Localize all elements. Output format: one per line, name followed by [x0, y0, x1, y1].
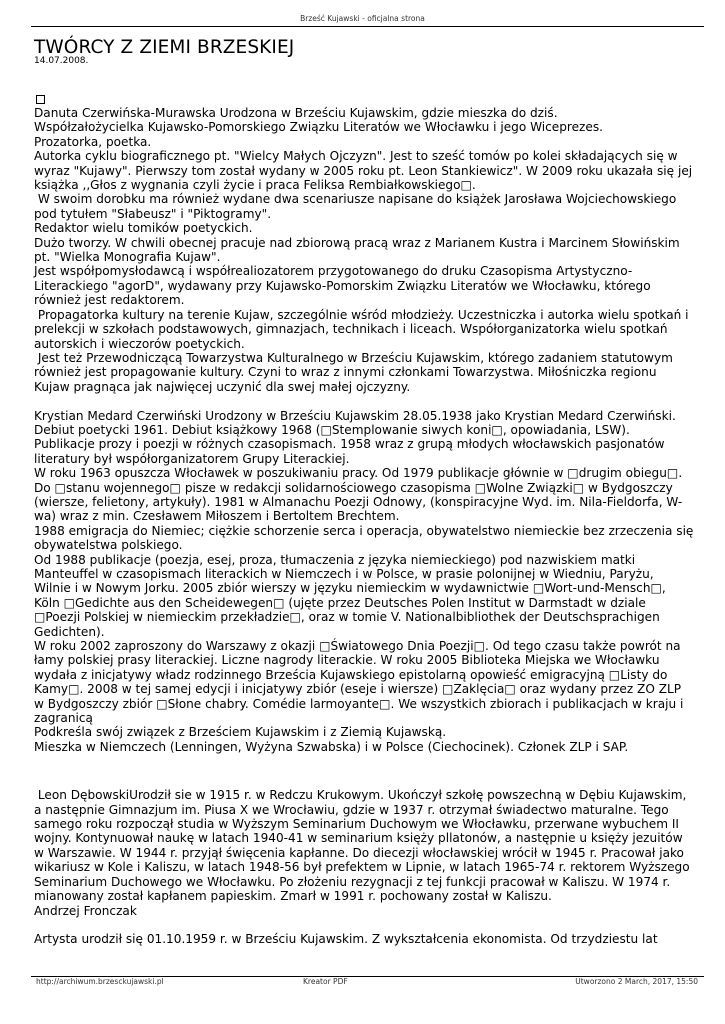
footer-url: http://archiwum.brzesckujawski.pl: [36, 977, 164, 986]
footer-generator: Kreator PDF: [303, 977, 348, 986]
article-title: TWÓRCY Z ZIEMI BRZESKIEJ: [34, 37, 295, 58]
paragraph-spacer: [34, 918, 694, 932]
site-header-title: Brześć Kujawski - oficjalna strona: [300, 14, 425, 23]
paragraph-leon-debowski: Leon DębowskiUrodził sie w 1915 r. w Redczu Krukowym. Ukończył szkołę powszechną w Dębiu Kujawskim, a następnie Gimnazjum im. Piusa X we Wrocławiu, gdzie w 1937 r. otrzymał świadectwo maturalne. Tego samego roku rozpoczął studia w Wyższym Seminarium Duchowym we Włocławku, przerwane wybuchem II wojny. Kontynuował naukę w latach 1940-41 w seminarium księży pllatonów, a następnie u księży jezuitów w Warszawie. W 1944 r. przyjął święcenia kapłanne. Do diecezji włocławskiej wrócił w 1945 r. Pracował jako wikariusz w Kole i Kaliszu, w latach 1948-56 był prefektem w Lipnie, w latach 1965-74 r. rektorem Wyższego Seminarium Duchowego we Włocławku. Po złożeniu rezygnacji z tej funkcji pracował w Kaliszu. W 1974 r. mianowany został kapłanem papieskim. Zmarł w 1991 r. pochowany został w Kaliszu. Andrzej Fronczak: [34, 788, 690, 918]
footer-created-date: Utworzono 2 March, 2017, 15:50: [575, 977, 698, 986]
paragraph-spacer: [34, 394, 694, 408]
paragraph-spacer: [34, 754, 694, 788]
paragraph-artysta: Artysta urodził się 01.10.1959 r. w Brześciu Kujawskim. Z wykształcenia ekonomista. Od trzydziestu lat: [34, 932, 658, 947]
paragraph-krystian-czerwinski: Krystian Medard Czerwiński Urodzony w Brześciu Kujawskim 28.05.1938 jako Krystian Medard Czerwiński. Debiut poetycki 1961. Debiut książkowy 1968 (□Stemplowanie siwych koni□, opowiadania, LSW). Publikacje prozy i poezji w różnych czasopismach. 1958 wraz z grupą młodych włocławskich pasjonatów literatury był współorganizatorem Grupy Literackiej. W roku 1963 opuszcza Włocławek w poszukiwaniu pracy. Od 1979 publikacje głównie w □drugim obiegu□. Do □stanu wojennego□ pisze w redakcji solidarnościowego czasopisma □Wolne Związki□ w Bydgoszczy (wiersze, felietony, artykuły). 1981 w Almanachu Poezji Odnowy, (konspiracyjne Wyd. im. Nila-Fieldorfa, W-wa) wraz z min. Czesławem Miłoszem i Bertoltem Brechtem. 1988 emigracja do Niemiec; ciężkie schorzenie serca i operacja, obywatelstwo niemieckie bez zrzeczenia się obywatelstwa polskiego. Od 1988 publikacje (poezja, esej, proza, tłumaczenia z języka niemieckiego) pod nazwiskiem matki Manteuffel w czasopismach literackich w Niemczech i w Polsce, w prasie polonijnej w Wiedniu, Paryżu, Wilnie i w Nowym Jorku. 2005 zbiór wierszy w języku niemieckim w wydawnictwie □Wort-und-Mensch□, Köln □Gedichte aus den Scheidewegen□ (ujęte przez Deutsches Polen Institut w Darmstadt w dziale □Poezji Polskiej w niemieckim przekładzie□, oraz w tomie V. Nationalbibliothek der Deutschsprachigen Gedichten). W roku 2002 zaproszony do Warszawy z okazji □Światowego Dnia Poezji□. Od tego czasu także powrót na łamy polskiej prasy literackiej. Liczne nagrody literackie. W roku 2005 Biblioteka Miejska we Włocławku wydała z inicjatywy władz rodzinnego Brześcia Kujawskiego epistolarną opowieść emigracyjną □Listy do Kamy□. 2008 w tej samej edycji i inicjatywy zbiór (eseje i wiersze) □Zaklęcia□ oraz wydany przez ZO ZLP w Bydgoszczy zbiór □Słone chabry. Comédie larmoyante□. We wszystkich zbiorach i publikacjach w kraju i zagranicą Podkreśla swój związek z Brześciem Kujawskim i z Ziemią Kujawską. Mieszka w Niemczech (Lenningen, Wyżyna Szwabska) i w Polsce (Ciechocinek). Członek ZLP i SAP.: [34, 408, 694, 754]
header-divider: [31, 26, 704, 27]
paragraph-danuta-czerwinska-murawska: Danuta Czerwińska-Murawska Urodzona w Brześciu Kujawskim, gdzie mieszka do dziś. Współzałożycielka Kujawsko-Pomorskiego Związku Literatów we Włocławku i jego Wiceprezes. Prozatorka, poetka. Autorka cyklu biograficznego pt. "Wielcy Małych Ojczyzn". Jest to sześć tomów po kolei składających się w wyraz "Kujawy". Pierwszy tom został wydany w 2005 roku pt. Leon Stankiewicz". W 2009 roku ukazała się jej książka ,,Głos z wygnania czyli życie i praca Feliksa Rembiałkowskiego□. W swoim dorobku ma również wydane dwa scenariusze napisane do książek Jarosława Wojciechowskiego pod tytułem "Słabeusz" i "Piktogramy". Redaktor wielu tomików poetyckich. Dużo tworzy. W chwili obecnej pracuje nad zbiorową pracą wraz z Marianem Kustra i Marcinem Słowińskim pt. "Wielka Monografia Kujaw". Jest współpomysłodawcą i współrealiozatorem przygotowanego do druku Czasopisma Artystyczno-Literackiego "agorD", wydawany przy Kujawsko-Pomorskim Związku Literatów we Włocławku, którego również jest redaktorem. Propagatorka kultury na terenie Kujaw, szczególnie wśród młodzieży. Uczestniczka i autorka wielu spotkań i prelekcji w szkołach podstawowych, gimnazjach, technikach i liceach. Współorganizatorka wielu spotkań autorskich i wieczorów poetyckich. Jest też Przewodniczącą Towarzystwa Kulturalnego w Brześciu Kujawskim, którego zadaniem statutowym również jest propagowanie kultury. Czyni to wraz z innymi członkami Towarzystwa. Miłośniczka regionu Kujaw pragnąca jak najwięcej uczynić dla swej małej ojczyzny.: [34, 106, 693, 394]
article-date: 14.07.2008.: [34, 56, 89, 66]
missing-glyph-icon: [36, 95, 45, 104]
article-body: [34, 106, 694, 947]
